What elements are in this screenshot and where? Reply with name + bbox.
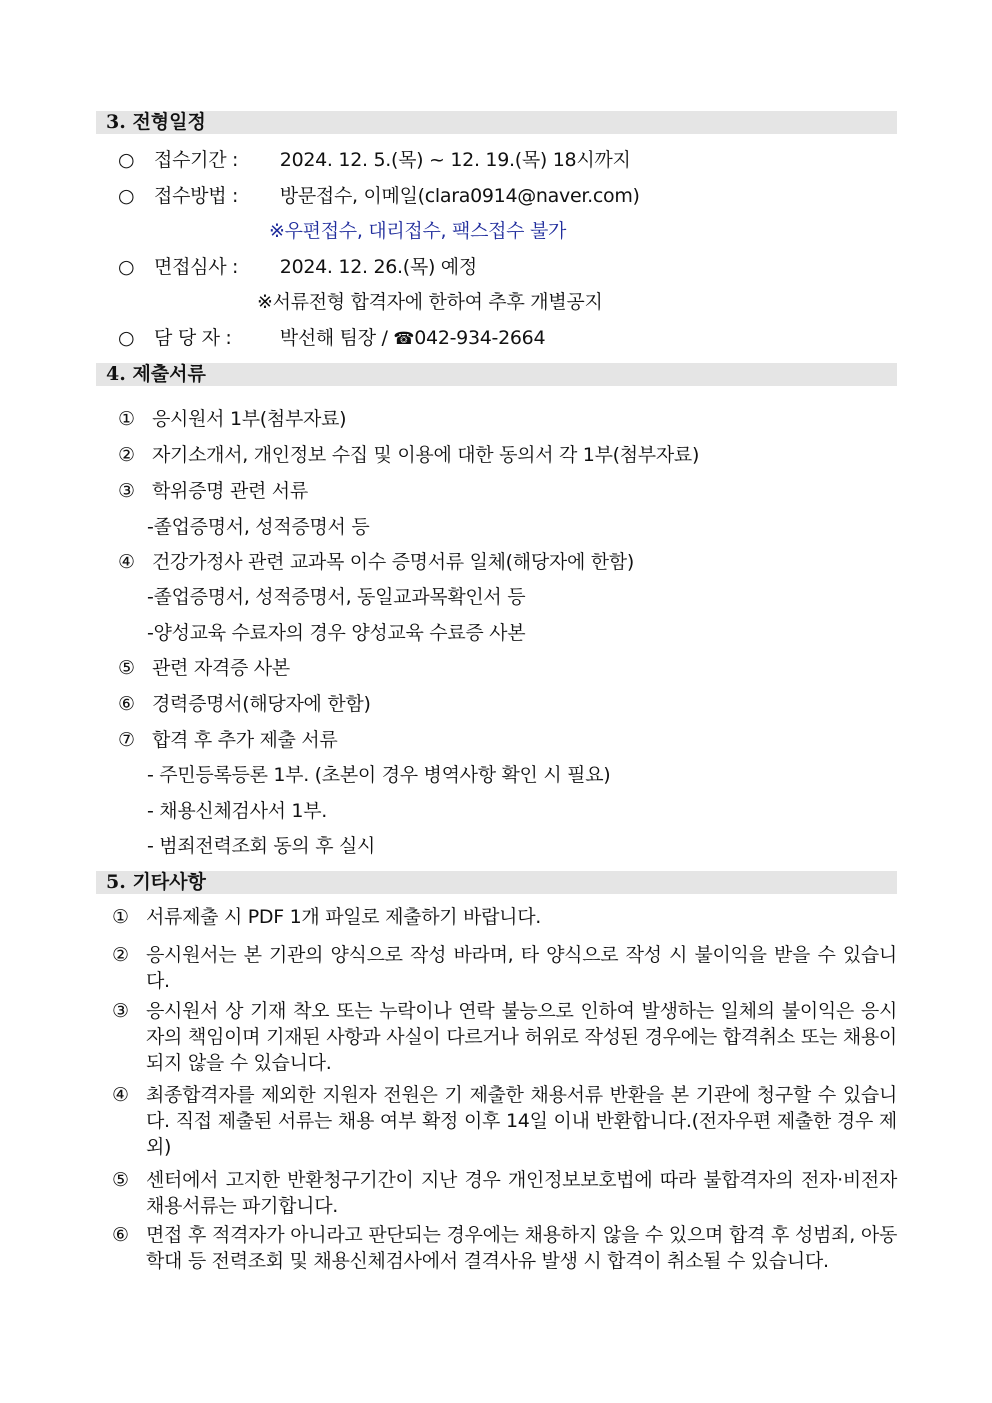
document-subitem: - 주민등록등론 1부. (초본이 경우 병역사항 확인 시 필요) [147,764,611,786]
item-number: ④ [118,551,135,573]
section-4-heading: 4. 제출서류 [96,363,897,386]
note-item [112,904,897,930]
item-text: 응시원서는 본 기관의 양식으로 작성 바라며, 타 양식으로 작성 시 불이익을 받을 수 있습니다. [146,944,897,992]
contact-name: 박선해 팀장 / [279,327,394,349]
item-number: ⑤ [112,1169,129,1191]
item-number: ⑥ [118,693,135,715]
note-item [112,1167,897,1219]
item-number: ① [118,408,135,430]
item-number: ③ [112,1000,129,1022]
phone-icon: ☎ [393,329,415,349]
document-item [118,550,634,574]
document-subitem: - 채용신체검사서 1부. [147,800,327,822]
item-text: 최종합격자를 제외한 지원자 전원은 기 제출한 채용서류 반환을 본 기관에 청구할 수 있습니다. 직접 제출된 서류는 채용 여부 확정 이후 14일 이내 반환합니다.(전자우편 제출한 경우 제외) [146,1084,897,1158]
item-text: 건강가정사 관련 교과목 이수 증명서류 일체(해당자에 한함) [152,551,634,573]
schedule-item-method [118,184,640,208]
schedule-label: 면접심사 : [154,256,239,278]
item-text: 서류제출 시 PDF 1개 파일로 제출하기 바랍니다. [146,906,542,928]
document-item [118,443,699,467]
item-number: ④ [112,1084,129,1106]
bullet-circle: ○ [118,185,135,207]
item-text: 센터에서 고지한 반환청구기간이 지난 경우 개인정보보호법에 따라 불합격자의 전자·비전자 채용서류는 파기합니다. [146,1169,897,1217]
contact-phone: 042-934-2664 [414,327,546,349]
schedule-value: 2024. 12. 5.(목) ~ 12. 19.(목) 18시까지 [279,149,631,171]
note-item [112,998,897,1076]
section-5-heading: 5. 기타사항 [96,871,897,894]
document-subitem: -졸업증명서, 성적증명서 등 [147,516,370,538]
item-text: 응시원서 상 기재 착오 또는 누락이나 연락 불능으로 인하여 발생하는 일체의 불이익은 응시자의 책임이며 기재된 사항과 사실이 다르거나 허위로 작성된 경우에는 합격취소 또는 채용이 되지 않을 수 있습니다. [146,1000,897,1074]
item-number: ③ [118,480,135,502]
document-item [118,728,337,752]
document-item [118,479,308,503]
bullet-circle: ○ [118,327,135,349]
schedule-item-interview [118,255,477,279]
item-number: ⑤ [118,657,135,679]
schedule-item-contact [118,326,545,351]
item-text: 관련 자격증 사본 [152,657,290,679]
item-text: 학위증명 관련 서류 [152,480,308,502]
item-text: 자기소개서, 개인정보 수집 및 이용에 대한 동의서 각 1부(첨부자료) [152,444,700,466]
item-text: 응시원서 1부(첨부자료) [152,408,347,430]
bullet-circle: ○ [118,149,135,171]
section-3-heading: 3. 전형일정 [96,111,897,134]
schedule-value: 2024. 12. 26.(목) 예정 [279,256,477,278]
document-subitem: -졸업증명서, 성적증명서, 동일교과목확인서 등 [147,586,526,608]
schedule-value: 방문접수, 이메일(clara0914@naver.com) [279,185,640,207]
schedule-item-period [118,148,631,172]
note-item [112,942,897,994]
method-restriction-note: ※우편접수, 대리접수, 팩스접수 불가 [269,220,567,242]
item-number: ⑥ [112,1224,129,1246]
item-text: 경력증명서(해당자에 한함) [152,693,371,715]
document-item [118,692,371,716]
note-item [112,1082,897,1160]
item-text: 면접 후 적격자가 아니라고 판단되는 경우에는 채용하지 않을 수 있으며 합격 후 성범죄, 아동학대 등 전력조회 및 채용신체검사에서 결격사유 발생 시 합격이 취소될 수 있습니다. [146,1224,897,1272]
item-number: ⑦ [118,729,135,751]
item-number: ② [112,944,129,966]
item-text: 합격 후 추가 제출 서류 [152,729,338,751]
schedule-label: 접수기간 : [154,149,239,171]
bullet-circle: ○ [118,256,135,278]
document-item [118,407,346,431]
schedule-label: 담 당 자 : [154,327,232,349]
item-number: ② [118,444,135,466]
note-item [112,1222,897,1274]
interview-note: ※서류전형 합격자에 한하여 추후 개별공지 [257,291,603,313]
document-subitem: -양성교육 수료자의 경우 양성교육 수료증 사본 [147,622,526,644]
document-subitem: - 범죄전력조회 동의 후 실시 [147,835,376,857]
schedule-label: 접수방법 : [154,185,239,207]
document-item [118,656,290,680]
item-number: ① [112,906,129,928]
